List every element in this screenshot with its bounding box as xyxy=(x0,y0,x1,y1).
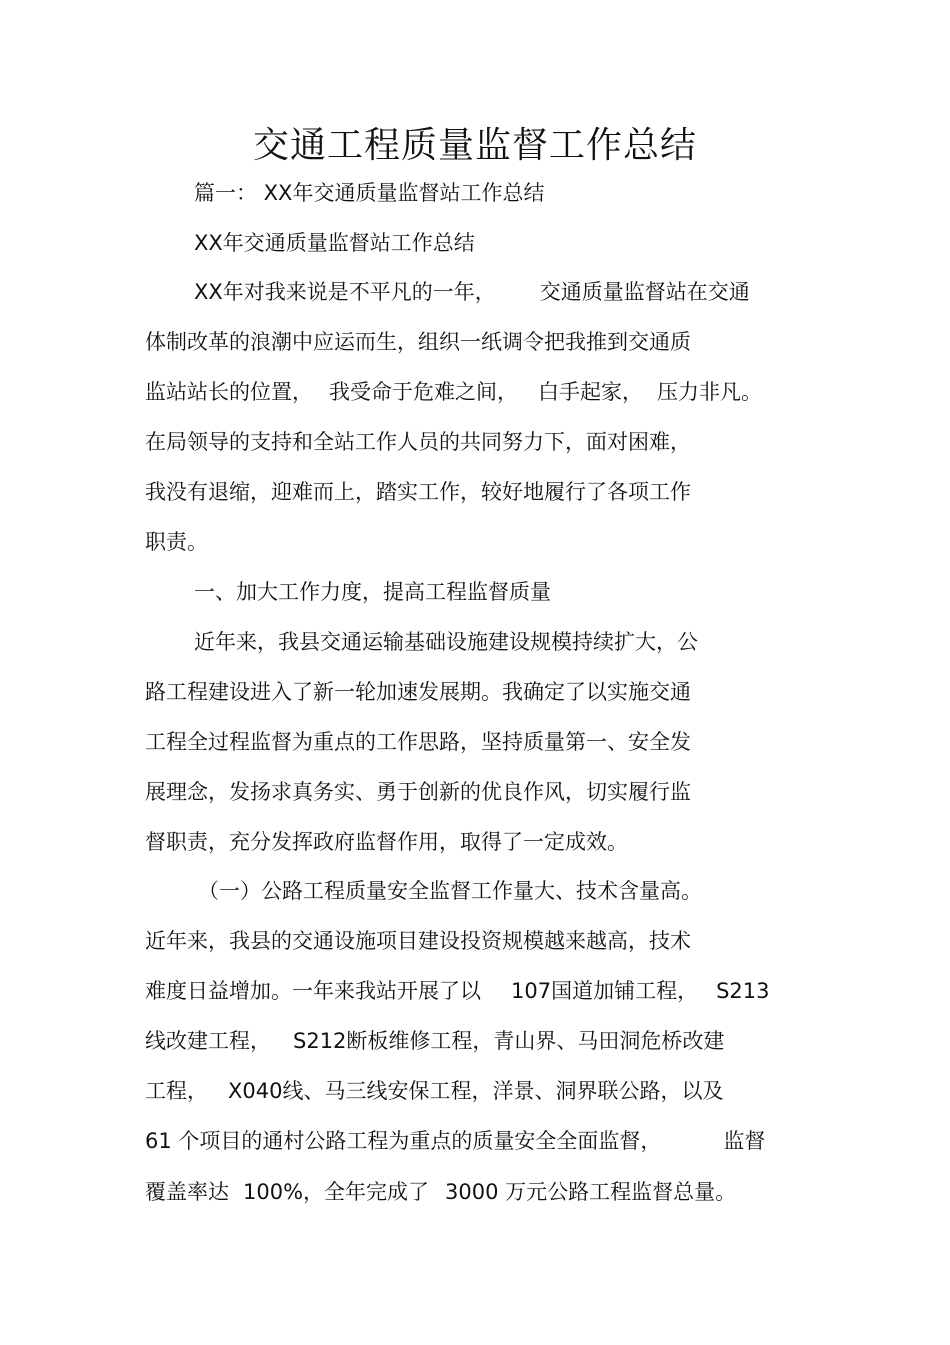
text-segment: 我没有退缩，迎难而上，踏实工作，较好地履行了各项工作 xyxy=(145,480,691,504)
text-segment: 一、加大工作力度，提高工程监督质量 xyxy=(194,580,551,604)
text-segment: 督职责，充分发挥政府监督作用，取得了一定成效。 xyxy=(145,830,628,854)
text-segment: 近年来，我县交通运输基础设施建设规模持续扩大，公 xyxy=(194,630,698,654)
section-heading xyxy=(194,577,551,607)
text-segment: 近年来，我县的交通设施项目建设投资规模越来越高，技术 xyxy=(145,929,691,953)
subtitle xyxy=(194,228,475,258)
text-segment: （一）公路工程质量安全监督工作量大、技术含量高。 xyxy=(198,879,702,903)
paragraph-line xyxy=(145,1076,723,1106)
paragraph-line xyxy=(145,1177,736,1207)
text-segment: 工程全过程监督为重点的工作思路，坚持质量第一、安全发 xyxy=(145,730,691,754)
text-segment: 难度日益增加。一年来我站开展了以 xyxy=(145,979,481,1003)
text-segment: 107国道加铺工程， xyxy=(511,979,699,1003)
paragraph-line xyxy=(145,427,691,457)
paragraph-line xyxy=(145,777,691,807)
paragraph-line xyxy=(145,377,762,407)
text-segment: 路工程建设进入了新一轮加速发展期。我确定了以实施交通 xyxy=(145,680,691,704)
paragraph-line xyxy=(145,677,691,707)
text-segment: 工程， xyxy=(145,1079,208,1103)
text-segment: S212断板维修工程，青山界、马田洞危桥改建 xyxy=(293,1029,725,1053)
paragraph-line xyxy=(145,327,691,357)
text-segment: 体制改革的浪潮中应运而生，组织一纸调令把我推到交通质 xyxy=(145,330,691,354)
text-segment: 压力非凡。 xyxy=(657,380,762,404)
paragraph-line xyxy=(145,1026,724,1056)
text-segment: 监站站长的位置， xyxy=(145,380,313,404)
paragraph-line xyxy=(194,627,698,657)
text-segment: 交通质量监督站在交通 xyxy=(539,280,750,304)
text-segment: 3000 万元公路工程监督总量。 xyxy=(445,1180,737,1204)
document-title: 交通工程质量监督工作总结 xyxy=(252,125,697,166)
text-segment: XX年交通质量监督站工作总结 xyxy=(194,231,475,255)
paragraph-line xyxy=(145,976,770,1006)
text-segment: 61 个项目的通村公路工程为重点的质量安全全面监督， xyxy=(145,1129,662,1153)
paragraph-line xyxy=(145,926,691,956)
paragraph-line xyxy=(145,1126,765,1156)
paragraph-line xyxy=(194,277,750,307)
text-segment: 覆盖率达 xyxy=(145,1180,229,1204)
section-heading-part-one xyxy=(194,178,544,208)
text-segment: 职责。 xyxy=(145,530,208,554)
subsection-heading xyxy=(198,876,702,906)
text-segment: X040线、马三线安保工程，洋景、洞界联公路，以及 xyxy=(228,1079,724,1103)
text-segment: XX年对我来说是不平凡的一年， xyxy=(194,280,496,304)
text-segment: 篇一： XX年交通质量监督站工作总结 xyxy=(194,181,545,205)
text-segment: S213 xyxy=(716,979,770,1003)
text-segment: 我受命于危难之间， xyxy=(329,380,518,404)
text-segment: 100%，全年完成了 xyxy=(243,1180,430,1204)
text-segment: 白手起家， xyxy=(538,380,643,404)
text-segment: 线改建工程， xyxy=(145,1029,271,1053)
text-segment: 监督 xyxy=(723,1129,766,1153)
paragraph-line xyxy=(145,727,691,757)
paragraph-line xyxy=(145,827,628,857)
paragraph-line xyxy=(145,527,208,557)
paragraph-line xyxy=(145,477,691,507)
text-segment: 在局领导的支持和全站工作人员的共同努力下，面对困难， xyxy=(145,430,691,454)
text-segment: 展理念，发扬求真务实、勇于创新的优良作风，切实履行监 xyxy=(145,780,691,804)
